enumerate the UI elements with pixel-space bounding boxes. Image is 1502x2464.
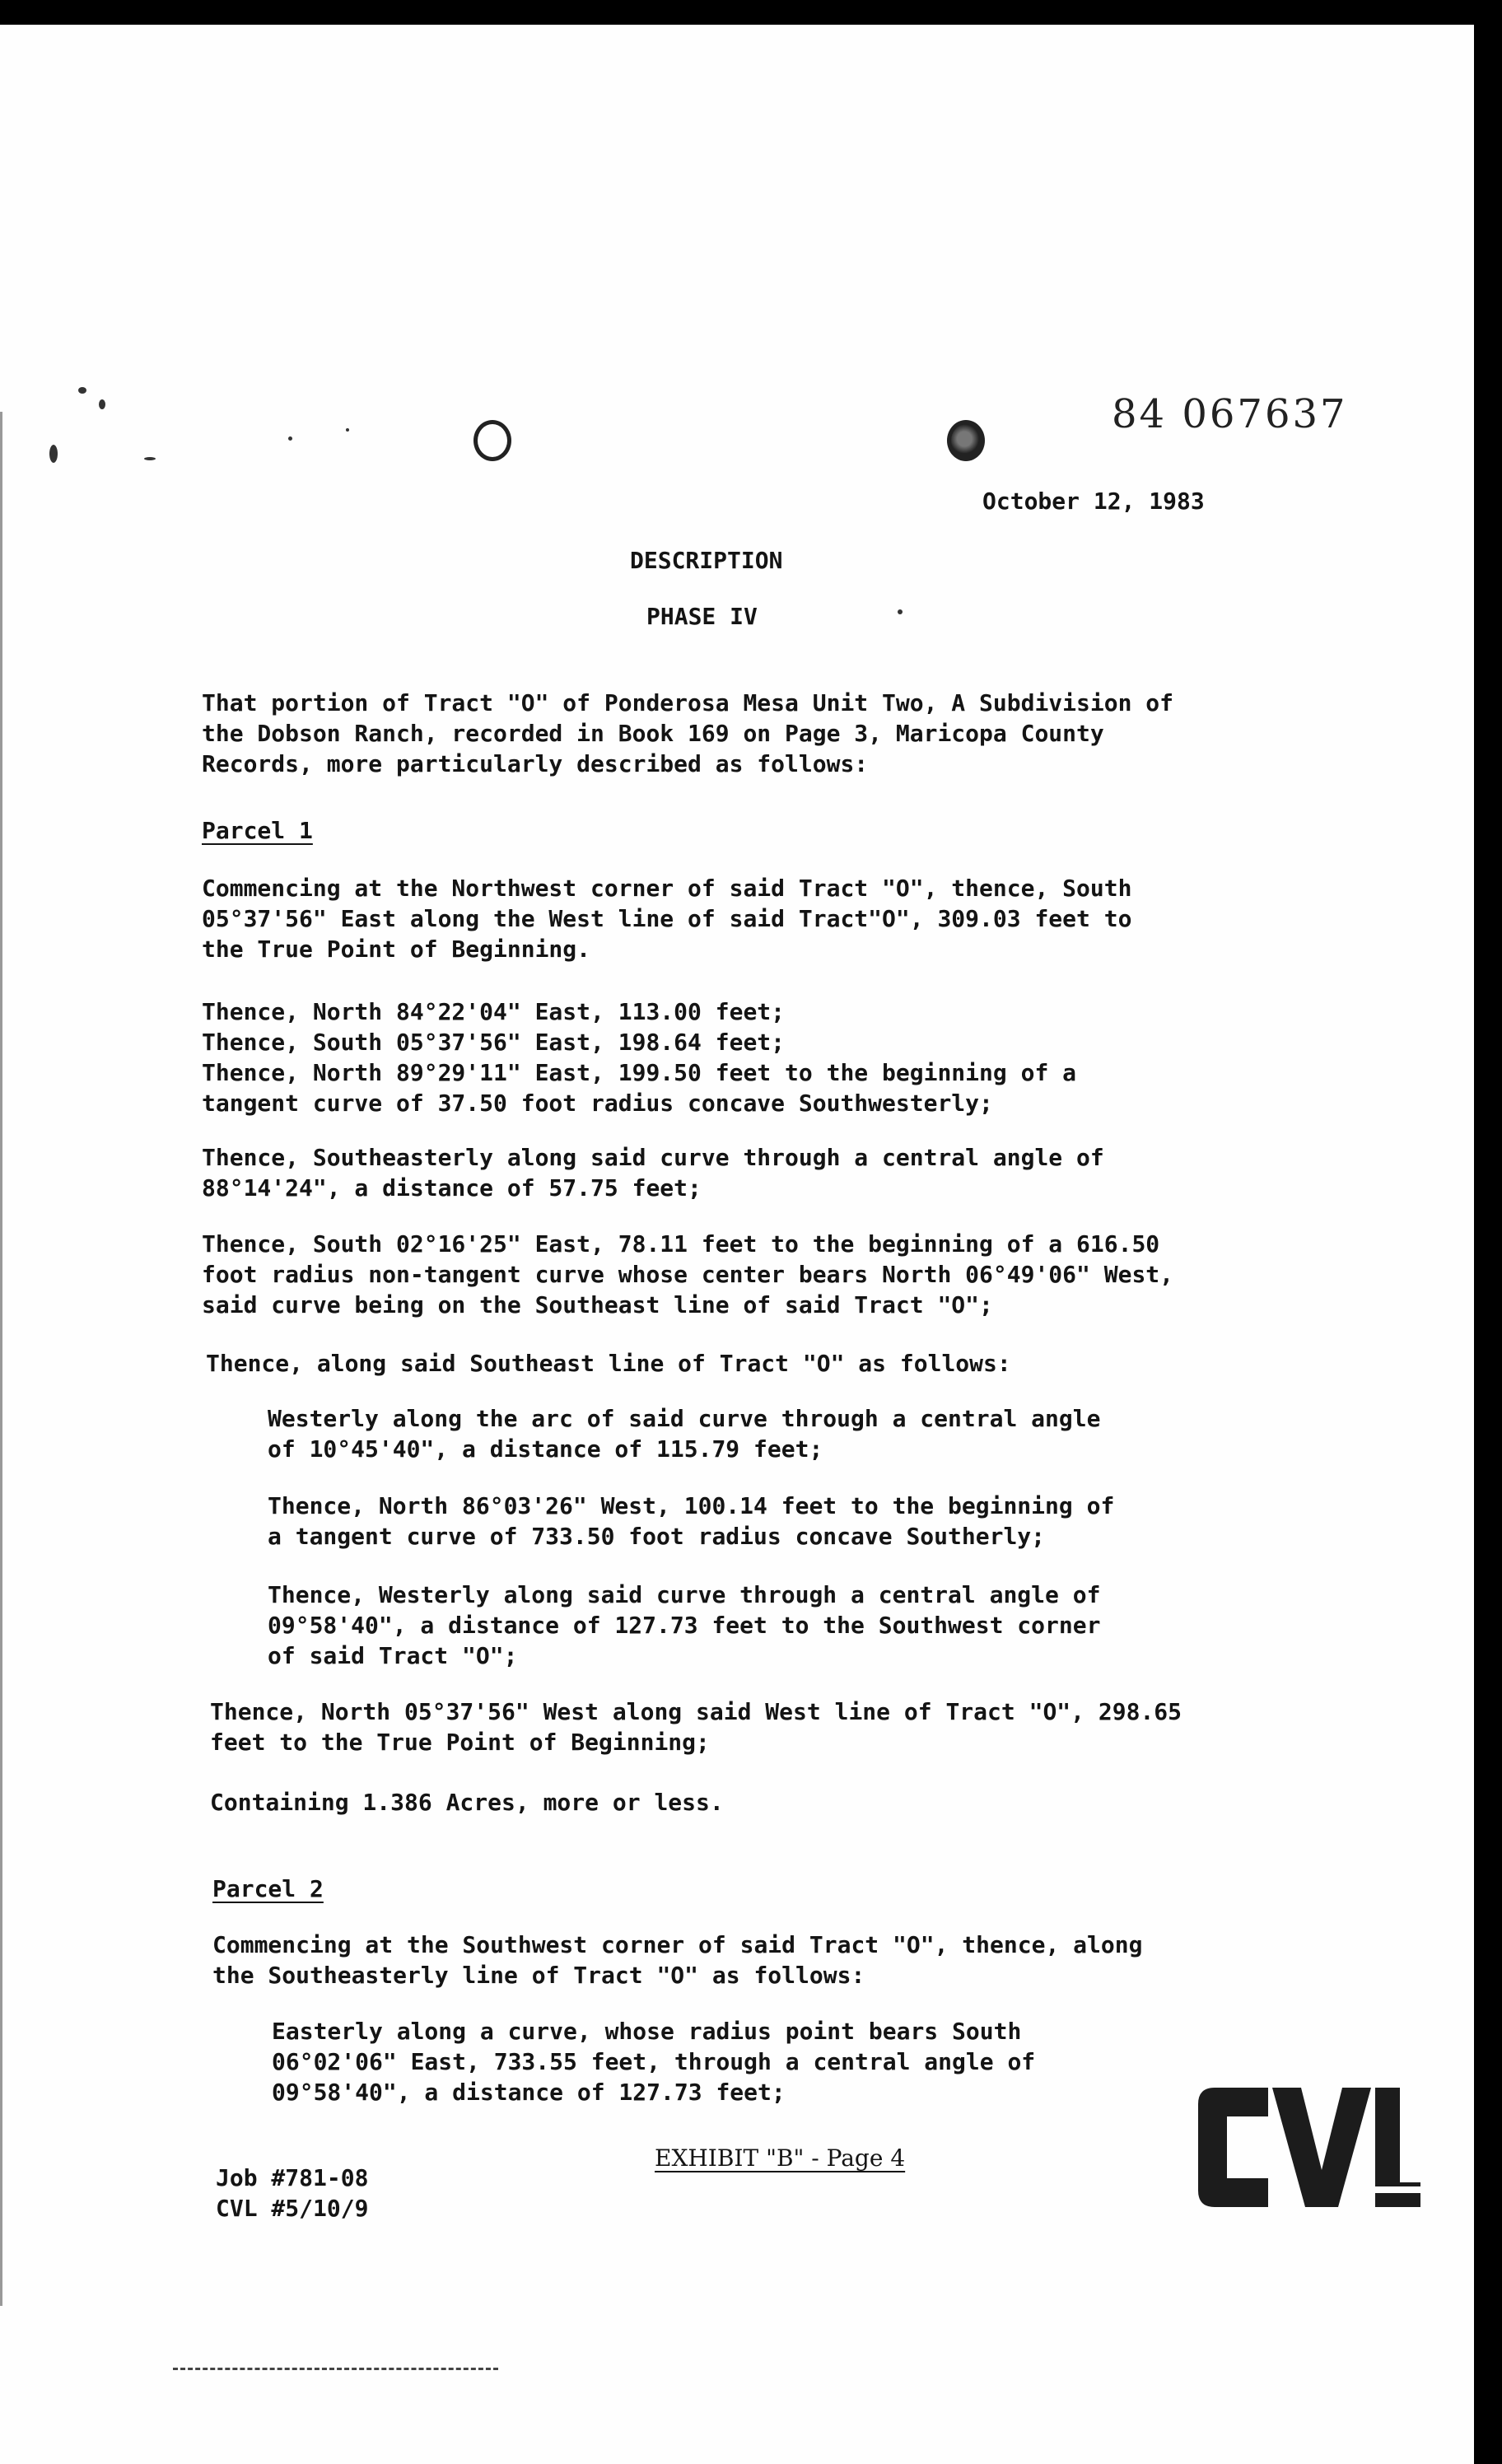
parcel1-sub1-line: of 10°45'40", a distance of 115.79 feet; (268, 1435, 823, 1463)
scan-speck (346, 428, 349, 432)
parcel2-sub1-line: 09°58'40", a distance of 127.73 feet; (272, 2079, 786, 2106)
scan-speck (144, 457, 156, 460)
document-page (0, 25, 1474, 2464)
parcel1-course-line: Thence, North 89°29'11" East, 199.50 feet to the beginning of a (202, 1059, 1077, 1086)
parcel1-closing-line: feet to the True Point of Beginning; (210, 1729, 710, 1756)
scan-speck (49, 445, 58, 463)
parcel1-sub3-line: of said Tract "O"; (268, 1642, 518, 1669)
parcel1-sub1-line: Westerly along the arc of said curve through a central angle (268, 1405, 1101, 1432)
dashed-rule (173, 2368, 498, 2370)
binder-hole-icon (473, 420, 511, 461)
parcel2-sub1-line: 06°02'06" East, 733.55 feet, through a central angle of (272, 2048, 1036, 2075)
document-number: 84 067637 (1112, 391, 1348, 437)
parcel1-course-line: tangent curve of 37.50 foot radius concave Southwesterly; (202, 1090, 993, 1117)
parcel1-sub3-line: 09°58'40", a distance of 127.73 feet to the Southwest corner (268, 1612, 1101, 1639)
cvl-reference: CVL #5/10/9 (216, 2195, 369, 2222)
binder-hole-icon (947, 420, 985, 461)
parcel2-sub1-line: Easterly along a curve, whose radius point bears South (272, 2018, 1022, 2045)
parcel1-closing-line: Thence, North 05°37'56" West along said West line of Tract "O", 298.65 (210, 1698, 1182, 1725)
parcel1-commencing-line: the True Point of Beginning. (202, 936, 591, 963)
parcel1-sub3-line: Thence, Westerly along said curve through a central angle of (268, 1581, 1101, 1608)
parcel1-along-line: Thence, along said Southeast line of Tract "O" as follows: (206, 1350, 1011, 1377)
parcel1-commencing-line: 05°37'56" East along the West line of said Tract"O", 309.03 feet to (202, 905, 1132, 932)
scan-speck (898, 609, 903, 614)
parcel1-sub2-line: a tangent curve of 733.50 foot radius concave Southerly; (268, 1523, 1046, 1550)
heading: DESCRIPTION (630, 547, 783, 574)
parcel1-commencing-line: Commencing at the Northwest corner of said Tract "O", thence, South (202, 875, 1132, 902)
scan-speck (78, 387, 86, 394)
subheading: PHASE IV (646, 603, 758, 630)
scan-speck (288, 436, 292, 441)
parcel2-title: Parcel 2 (212, 1875, 324, 1902)
parcel1-title: Parcel 1 (202, 817, 313, 844)
parcel2-commencing-line: Commencing at the Southwest corner of said Tract "O", thence, along (212, 1931, 1143, 1958)
intro-line: Records, more particularly described as follows: (202, 750, 869, 777)
document-date: October 12, 1983 (982, 488, 1205, 515)
parcel1-curve1-line: 88°14'24", a distance of 57.75 feet; (202, 1174, 702, 1202)
exhibit-label: EXHIBIT "B" - Page 4 (655, 2144, 906, 2172)
parcel2-commencing-line: the Southeasterly line of Tract "O" as follows: (212, 1962, 865, 1989)
intro-line: the Dobson Ranch, recorded in Book 169 on Page 3, Maricopa County (202, 720, 1104, 747)
parcel1-course-line: Thence, South 05°37'56" East, 198.64 feet; (202, 1029, 786, 1056)
parcel1-containing: Containing 1.386 Acres, more or less. (210, 1789, 724, 1816)
parcel1-sub2-line: Thence, North 86°03'26" West, 100.14 feet to the beginning of (268, 1492, 1115, 1519)
scan-speck (99, 399, 105, 409)
parcel1-south-line: said curve being on the Southeast line of said Tract "O"; (202, 1291, 993, 1318)
cvl-logo (1190, 2079, 1425, 2224)
job-number: Job #781-08 (216, 2164, 369, 2191)
intro-line: That portion of Tract "O" of Ponderosa Mesa Unit Two, A Subdivision of (202, 689, 1174, 716)
parcel1-curve1-line: Thence, Southeasterly along said curve through a central angle of (202, 1144, 1104, 1171)
parcel1-south-line: Thence, South 02°16'25" East, 78.11 feet to the beginning of a 616.50 (202, 1230, 1160, 1258)
parcel1-course-line: Thence, North 84°22'04" East, 113.00 feet; (202, 998, 786, 1025)
parcel1-south-line: foot radius non-tangent curve whose center bears North 06°49'06" West, (202, 1261, 1174, 1288)
scan-margin-line (0, 412, 2, 2306)
